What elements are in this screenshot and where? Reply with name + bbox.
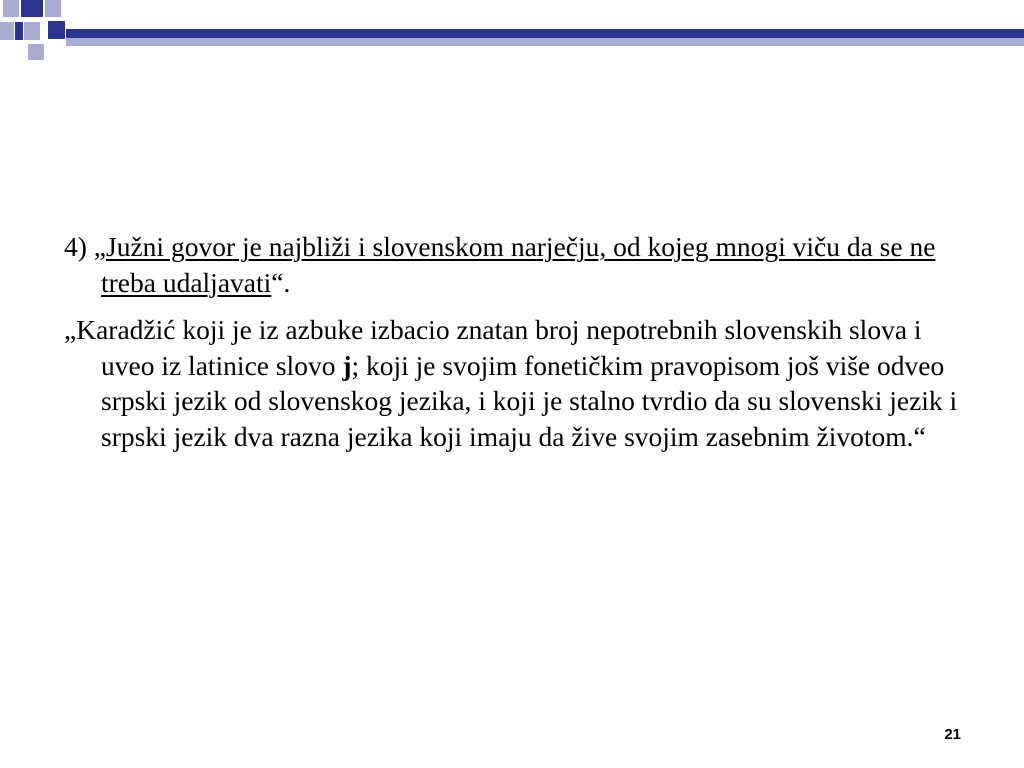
open-quote: „ [93,231,107,262]
slide-header-decoration [0,0,1024,64]
quote-paragraph-2 [64,312,964,454]
open-quote: „ [64,314,77,345]
quote-paragraph-1 [64,229,964,300]
decor-square-dark [15,22,23,40]
decor-square-light [24,22,40,40]
close-quote: “ [913,420,926,452]
close-quote: “. [271,266,291,298]
decor-square-light [28,44,44,60]
bold-letter: j [342,349,352,381]
decor-square-light [3,0,19,17]
underlined-quote: Južni govor je najbliži i slovenskom narječju, od kojeg mnogi viču da se ne treba udaljavati [101,231,936,298]
paragraph-number: 4) [64,231,94,262]
slide-body [64,229,964,454]
quote-text-continued: ; koji je svojim fonetičkim pravopisom još više odveo srpski jezik od slovenskog jezika, i koji je stalno tvrdio da su slovenski jezik i srpski jezik dva razna jezika koji imaju da žive svojim zasebnim životom. [101,349,958,452]
header-band-light [66,38,1024,46]
decor-square-dark [48,21,65,39]
quote-text: Karadžić koji je iz azbuke izbacio znatan broj nepotrebnih slovenskih slova i uveo iz latinice slovo [76,314,922,381]
decor-square-dark [21,0,43,17]
decor-square-light [45,0,61,17]
decor-square-light [0,22,14,40]
header-band-dark [66,29,1024,38]
page-number: 21 [944,726,961,743]
